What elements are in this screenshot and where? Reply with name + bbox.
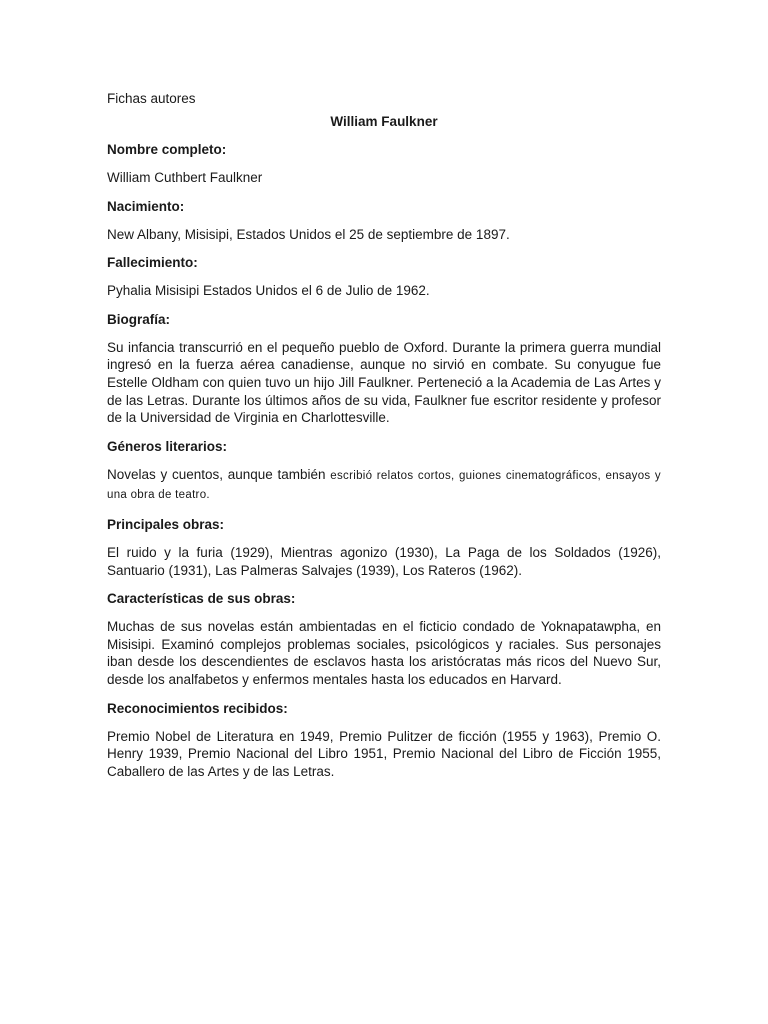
body-biografia: Su infancia transcurrió en el pequeño pueblo de Oxford. Durante la primera guerra mundial ingresó en la fuerza aérea canadiense, aunque no sirvió en combate. Su conyugue fue Estelle Oldham con quien tuvo un hijo Jill Faulkner. Perteneció a la Academia de Las Artes y de las Letras. Durante los últimos años de su vida, Faulkner fue escritor residente y profesor de la Universidad de Virginia en Charlottesville. (107, 339, 661, 426)
body-fallecimiento: Pyhalia Misisipi Estados Unidos el 6 de Julio de 1962. (107, 283, 430, 299)
heading-biografia: Biografía: (107, 311, 171, 327)
heading-principales-obras: Principales obras: (107, 516, 225, 532)
generos-text-small: escribió relatos cortos, guiones cinematográficos, ensayos y una obra de teatro. (107, 469, 661, 502)
body-principales-obras: El ruido y la furia (1929), Mientras agonizo (1930), La Paga de los Soldados (1926), Santuario (1931), Las Palmeras Salvajes (1939), Los Rateros (1962). (107, 544, 661, 578)
document-header: Fichas autores (107, 91, 196, 106)
generos-text-start: Novelas y cuentos, aunque también (107, 466, 326, 482)
heading-nacimiento: Nacimiento: (107, 198, 185, 214)
heading-nombre-completo: Nombre completo: (107, 142, 227, 157)
document-title: William Faulkner (330, 114, 438, 129)
body-nombre-completo: William Cuthbert Faulkner (107, 170, 263, 185)
body-caracteristicas: Muchas de sus novelas están ambientadas en el ficticio condado de Yoknapatawpha, en Misisipi. Examinó complejos problemas sociales, psicológicos y raciales. Sus personajes iban desde los descendientes de esclavos hasta los aristócratas más ricos del Nuevo Sur, desde los analfabetos y enfermos mentales hasta los educados en Harvard. (107, 619, 661, 687)
heading-reconocimientos: Reconocimientos recibidos: (107, 700, 288, 716)
body-nacimiento: New Albany, Misisipi, Estados Unidos el 25 de septiembre de 1897. (107, 226, 510, 242)
heading-generos-literarios: Géneros literarios: (107, 438, 228, 454)
document-page (107, 90, 661, 791)
body-generos-literarios (107, 466, 661, 505)
heading-fallecimiento: Fallecimiento: (107, 255, 198, 271)
body-reconocimientos: Premio Nobel de Literatura en 1949, Premio Pulitzer de ficción (1955 y 1963), Premio O. Henry 1939, Premio Nacional del Libro 1951, Premio Nacional del Libro de Ficción 1955, Caballero de las Artes y de las Letras. (107, 728, 661, 779)
heading-caracteristicas: Características de sus obras: (107, 591, 296, 607)
